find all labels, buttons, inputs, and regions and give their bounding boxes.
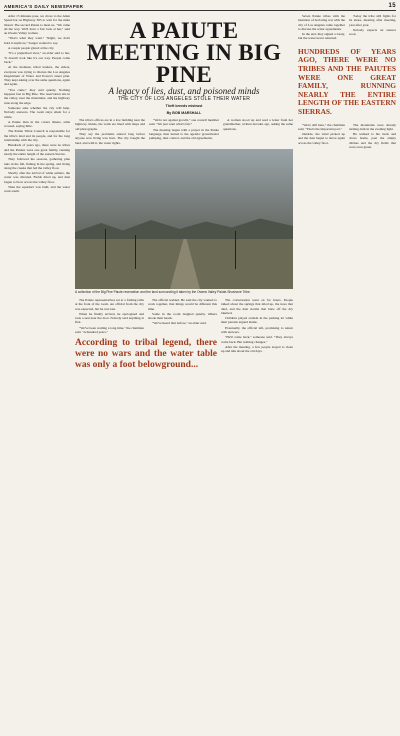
paragraph: A Paiute man in the corner listens, arms crossed, saying little. [4, 119, 70, 129]
paragraph: They say the problems started long before anyone now living was born. The city bought the land, and with it, the water rights. [75, 132, 145, 145]
subcolumn [75, 118, 145, 146]
paragraph: The conversation went on for hours. People talked about the springs that dried up, the trees that died, and the dust storms that blew off the dry lakebed. [221, 297, 293, 315]
page-number: 15 [388, 3, 396, 9]
subcolumn [221, 298, 293, 374]
power-pole [235, 231, 236, 269]
paragraph: The tribe's offices are in a low building near the highway. Inside, the walls are lined with maps and old photographs. [75, 118, 145, 131]
paragraph: Children played outside in the parking lot while their parents argued inside. [221, 316, 293, 325]
paragraph: They followed the seasons, gathering pine nuts in the fall, fishing in the spring, and living along the creeks that fed the valley floor. [4, 157, 70, 170]
paragraph: "He'll come back," someone said. "They always come back. But nothing changes." [221, 335, 293, 344]
right-bottom [298, 123, 396, 151]
paragraph: "We're not against growth," one council member said. "We just want what's fair." [149, 118, 219, 127]
subcolumn [298, 14, 345, 42]
running-head [4, 3, 396, 11]
paragraph: "You came," they said quietly. Nothing happens fast in Big Pine. The reservation sits in the valley, near the mountains, and the highway runs along the edge. [4, 87, 70, 105]
power-pole [105, 229, 106, 269]
subcolumn [349, 123, 396, 151]
byline: By BOB MARSHALL [166, 110, 202, 115]
paragraph: A woman stood up and read a letter from her grandmother, written decades ago, asking the same questions. [223, 118, 293, 131]
pull-quote: According to tribal legend, there were no wars and the water table was only a foot belowground... [75, 338, 217, 371]
paragraph: "We're still here," the chairman said. "That's the important part." [298, 122, 345, 131]
paragraph: In the end, they signed a treaty, but the water never returned. [298, 32, 345, 41]
paragraph: "We've been waiting a long time," the chairman said. "A hundred years." [75, 325, 144, 335]
subcolumn [349, 14, 396, 42]
paragraph: Eventually, the official left, promising to return with answers. [221, 325, 293, 335]
paragraph: A couple people glared at the city. [8, 46, 55, 51]
power-pole [135, 235, 136, 269]
subcolumn [298, 123, 345, 151]
paragraph: Some in the room laughed quietly. Others shook their heads. [148, 311, 217, 321]
paragraph: At the moment, tribal leaders, the elders, everyone was trying to discuss the Los Angeles Department of Water and Power's latest plan. They kept asking over the same questions, again and again. [4, 65, 70, 87]
paragraph: Outside, the wind picked up and the dust began to move again across the valley floor. [298, 132, 345, 145]
column-main [75, 14, 293, 374]
paragraph: Shortly after the arrival of white settlers, the water was diverted. Fields dried up, and dust began to blow across the valley floor. [4, 171, 70, 184]
main-subcolumns-mid [75, 298, 217, 335]
paragraph: When he finally arrived, he apologized and took a seat near the door. Nobody said anything at first. [75, 311, 144, 325]
subhead-small: Theft breeds mistrust [165, 103, 203, 108]
newspaper-page [4, 3, 396, 730]
subcolumn [148, 298, 217, 335]
article-columns [4, 14, 396, 374]
section-name: AMERICA'S DAILY NEWSPAPER [4, 4, 84, 9]
subdeck: THE CITY OF LOS ANGELES STOLE THEIR WATER [117, 96, 251, 103]
main-lower [75, 298, 293, 374]
landscape-photo [75, 149, 293, 289]
paragraph: The Paiute Tribal Council is responsible for the tribe's land and its people, and for the long relationship with the city. [4, 129, 70, 143]
right-top [298, 14, 396, 42]
lower-left-block [75, 298, 217, 374]
deck: A legacy of lies, dust, and poisoned minds [108, 86, 260, 96]
subcolumn [223, 118, 293, 146]
paragraph: The official nodded. He said the city wanted to work together, that things would be different this time. [148, 297, 217, 311]
headline: A PAIUTE MEETING IN BIG PINE [86, 18, 282, 87]
paragraph: After the meeting, a few people stayed to clean up and talk about the old days. [221, 344, 293, 354]
paragraph: The Paiute representatives sat at a folding table at the front of the room. An official from the city was expected, but he was late. [75, 297, 144, 311]
paragraph: "We've heard that before," an elder said. [152, 321, 207, 326]
paragraph: The mountains were already turning dark in the evening light. [349, 122, 396, 131]
paragraph: Then the aqueduct was built, and the water went south. [4, 184, 70, 194]
paragraph: Today the tribe still fights for its share, meeting after meeting, year after year. [349, 14, 396, 27]
paragraph: After 15 minutes pass, we drove to the Alien Speed bar on Highway 395 to wait for the main thread. The second Paiute to meet us. "We came all the way. We'll have a fair look at her," said an Owens Valley woman. [4, 14, 70, 36]
paragraph: "That's what they want." "Right, we don't hold it anymore," Sanger wanted to say. [4, 36, 70, 45]
side-quote: HUNDREDS OF YEARS AGO, THERE WERE NO TRIBES AND THE PAIUTES WERE ONE GREAT FAMILY, RUNNING NEARLY THE ENTIRE LENGTH OF THE EASTERN SIERRAS. [298, 46, 396, 116]
column-left [4, 14, 70, 374]
paragraph: He walked to his truck and drove home, past the empty ditches and the dry fields that were once green. [349, 132, 396, 150]
paragraph: Hundreds of years ago, there were no tribes and the Paiutes were one great family, running nearly the entire length of the eastern Sierras. [4, 143, 70, 156]
paragraph: Seven Paiute tribes with the intention of declaring war with the city of Los Angeles came together to discuss the water agreements. [298, 14, 345, 31]
paragraph: Nobody expects an answer soon. [349, 27, 396, 37]
column-right [298, 14, 396, 374]
paragraph: The meeting began with a prayer in the Paiute language, then turned to the agenda: groundwater pumping, dust control, and the old agreements. [149, 127, 219, 141]
subcolumn [75, 298, 144, 335]
paragraph: "It's a prejudiced view," an elder said to her, "it doesn't look like it's our way. People come back." [4, 51, 70, 64]
photo-caption: A collection of the Big Pine Paiute reservation and the land surrounding it taken by the Owens Valley Paiute-Shoshone Tribe. [75, 289, 251, 294]
paragraph: Someone asks whether the city will help. Nobody answers. The room stays silent for a while. [4, 105, 70, 119]
subcolumn [149, 118, 219, 146]
main-subcolumns-top [75, 118, 293, 146]
